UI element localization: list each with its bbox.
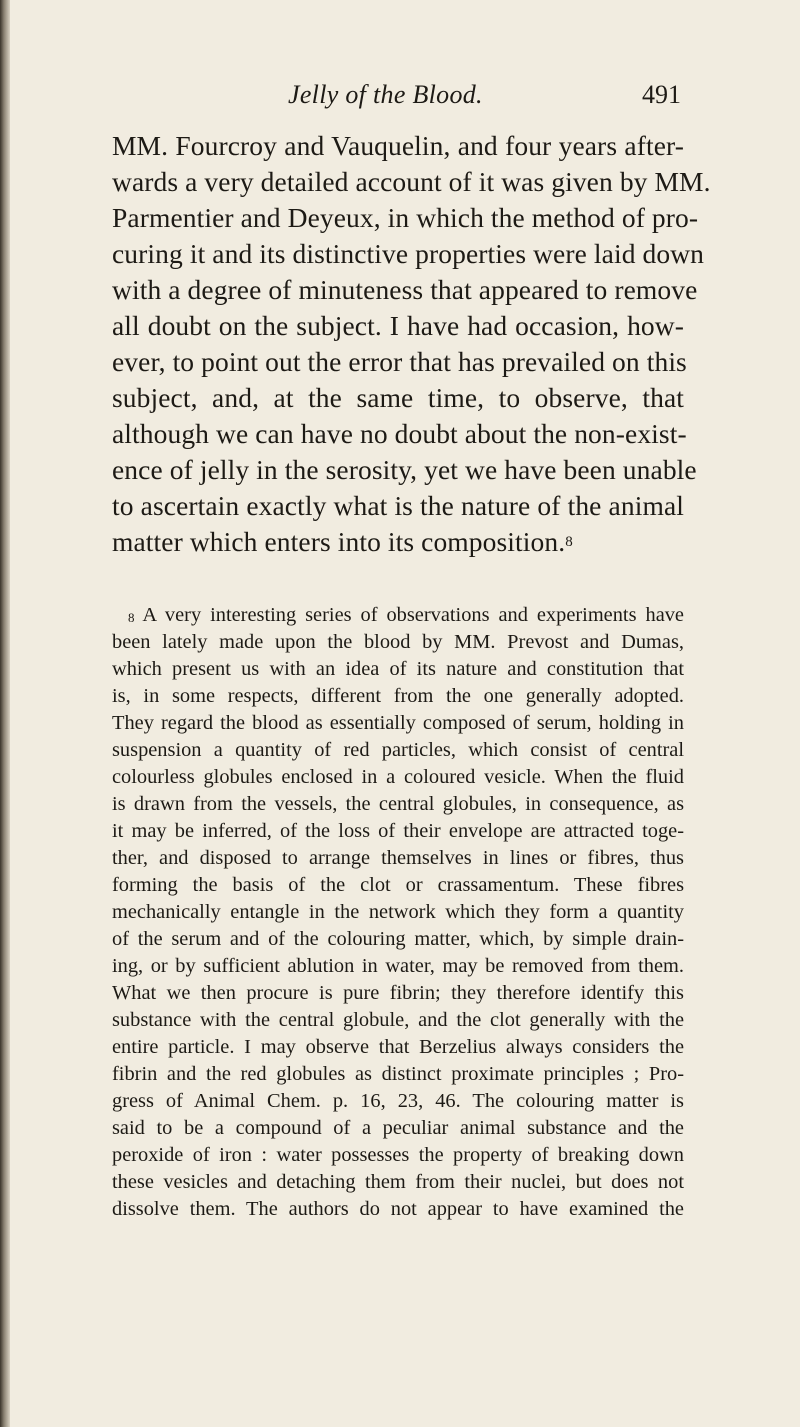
footnote-line: is drawn from the vessels, the central globules, in consequence, as [112,793,684,815]
footnote-line: these vesicles and detaching them from their nuclei, but does not [112,1171,684,1193]
body-line: curing it and its distinctive properties were laid down [112,238,705,269]
body-line: ence of jelly in the serosity, yet we have been unable [112,454,697,485]
footnote-line: What we then procure is pure fibrin; they therefore identify this [112,982,684,1004]
footnote-line: ing, or by sufficient ablution in water, may be removed from them. [112,955,684,977]
body-line-last [112,524,684,560]
body-line: with a degree of minuteness that appeared to remove [112,274,698,305]
body-line: to ascertain exactly what is the nature of the animal [112,490,684,521]
footnote-line: it may be inferred, of the loss of their envelope are attracted toge- [112,820,684,842]
footnote-line: gress of Animal Chem. p. 16, 23, 46. The colouring matter is [112,1090,684,1112]
running-head-title: Jelly of the Blood. [288,80,483,109]
footnote-line: said to be a compound of a peculiar animal substance and the [112,1117,684,1139]
footnote-line-first [128,602,684,629]
body-line: MM. Fourcroy and Vauquelin, and four years after- [112,130,684,161]
footnote-line: entire particle. I may observe that Berzelius always considers the [112,1036,684,1058]
page-number: 491 [642,80,681,109]
footnote-line: fibrin and the red globules as distinct proximate principles ; Pro- [112,1063,684,1085]
footnote-line: of the serum and of the colouring matter, which, by simple drain- [112,928,684,950]
footnote-line: peroxide of iron : water possesses the property of breaking down [112,1144,684,1166]
body-line: wards a very detailed account of it was given by MM. [112,166,711,197]
footnote-line: been lately made upon the blood by MM. Prevost and Dumas, [112,631,684,653]
footnote-line: substance with the central globule, and the clot generally with the [112,1009,684,1031]
footnote-line: is, in some respects, different from the one generally adopted. [112,685,684,707]
body-last-line-text: matter which enters into its composition. [112,526,566,557]
body-line: all doubt on the subject. I have had occasion, how- [112,310,684,341]
body-line: although we can have no doubt about the non-exist- [112,418,687,449]
footnote-line: mechanically entangle in the network which they form a quantity [112,901,684,923]
footnote-line: which present us with an idea of its nature and constitution that [112,658,684,680]
footnote-line: dissolve them. The authors do not appear to have examined the [112,1198,684,1220]
footnote-line-text: A very interesting series of observations and experiments have [142,604,684,626]
footnote-reference[interactable]: 8 [565,534,573,550]
footnote-line: ther, and disposed to arrange themselves in lines or fibres, thus [112,847,684,869]
body-line: ever, to point out the error that has prevailed on this [112,346,687,377]
body-line: subject, and, at the same time, to observe, that [112,382,684,413]
body-line: Parmentier and Deyeux, in which the method of pro- [112,202,699,233]
footnote-line: forming the basis of the clot or crassamentum. These fibres [112,874,684,896]
footnote-line: colourless globules enclosed in a coloured vesicle. When the fluid [112,766,684,788]
footnote-line: suspension a quantity of red particles, which consist of central [112,739,684,761]
footnote-line: They regard the blood as essentially composed of serum, holding in [112,712,684,734]
footnote-marker: 8 [128,610,135,625]
